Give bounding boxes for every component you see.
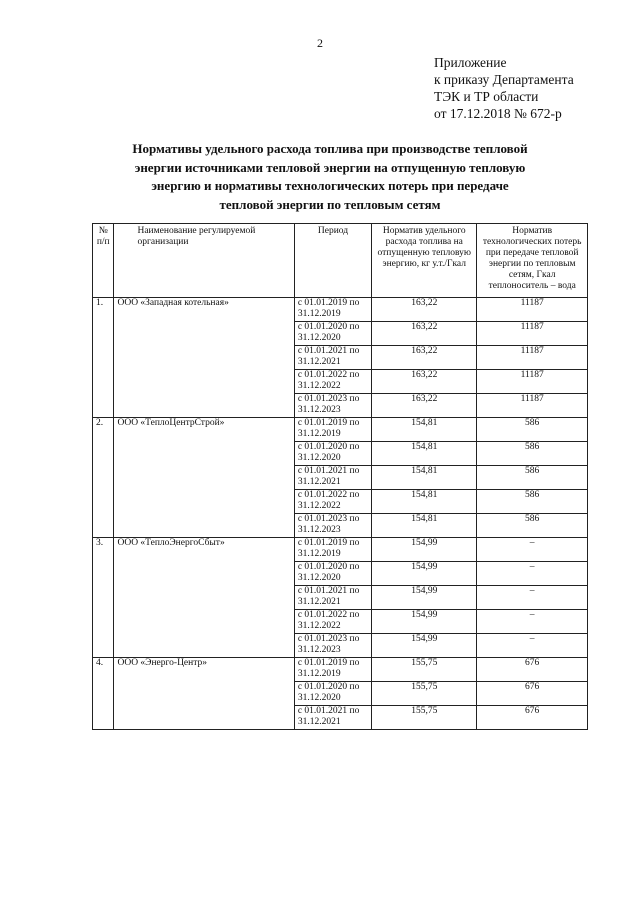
loss-norm-cell: 11187 (477, 394, 588, 418)
loss-norm-cell: – (477, 634, 588, 658)
appendix-block (434, 54, 574, 122)
table-row (93, 658, 588, 682)
header-num: № п/п (93, 224, 114, 298)
loss-norm-cell: – (477, 562, 588, 586)
org-name-cell: ООО «Западная котельная» (114, 298, 294, 418)
fuel-norm-cell: 154,99 (372, 610, 477, 634)
title-line: тепловой энергии по тепловым сетям (219, 196, 441, 212)
norms-table (92, 223, 588, 730)
period-cell: с 01.01.2022 по 31.12.2022 (294, 610, 371, 634)
loss-norm-cell: 11187 (477, 346, 588, 370)
period-cell: с 01.01.2020 по 31.12.2020 (294, 322, 371, 346)
table-row (93, 418, 588, 442)
table-header-row (93, 224, 588, 298)
fuel-norm-cell: 155,75 (372, 658, 477, 682)
org-number-cell: 3. (93, 538, 114, 658)
appendix-line: ТЭК и ТР области (434, 89, 539, 104)
org-number-cell: 1. (93, 298, 114, 418)
org-name-cell: ООО «Энерго-Центр» (114, 658, 294, 730)
org-name-cell: ООО «ТеплоЭнергоСбыт» (114, 538, 294, 658)
fuel-norm-cell: 154,99 (372, 562, 477, 586)
header-fuel: Норматив удельного расхода топлива на отпущенную тепловую энергию, кг у.т./Гкал (372, 224, 477, 298)
period-cell: с 01.01.2020 по 31.12.2020 (294, 682, 371, 706)
fuel-norm-cell: 163,22 (372, 394, 477, 418)
org-number-cell: 2. (93, 418, 114, 538)
period-cell: с 01.01.2021 по 31.12.2021 (294, 706, 371, 730)
loss-norm-cell: – (477, 610, 588, 634)
header-loss: Норматив технологических потерь при передаче тепловой энергии по тепловым сетям, Гкал теплоноситель – вода (477, 224, 588, 298)
title-line: энергии источниками тепловой энергии на отпущенную тепловую (134, 159, 526, 175)
loss-norm-cell: 11187 (477, 298, 588, 322)
table-body (93, 298, 588, 730)
loss-norm-cell: 586 (477, 442, 588, 466)
appendix-line: Приложение (434, 55, 507, 70)
period-cell: с 01.01.2021 по 31.12.2021 (294, 346, 371, 370)
appendix-line: к приказу Департамента (434, 72, 574, 87)
org-name-cell: ООО «ТеплоЦентрСтрой» (114, 418, 294, 538)
loss-norm-cell: 586 (477, 466, 588, 490)
period-cell: с 01.01.2023 по 31.12.2023 (294, 634, 371, 658)
loss-norm-cell: 586 (477, 514, 588, 538)
appendix-line: от 17.12.2018 № 672-р (434, 106, 562, 121)
period-cell: с 01.01.2019 по 31.12.2019 (294, 658, 371, 682)
loss-norm-cell: – (477, 586, 588, 610)
fuel-norm-cell: 155,75 (372, 682, 477, 706)
table-row (93, 298, 588, 322)
period-cell: с 01.01.2020 по 31.12.2020 (294, 442, 371, 466)
fuel-norm-cell: 154,81 (372, 442, 477, 466)
fuel-norm-cell: 154,81 (372, 466, 477, 490)
period-cell: с 01.01.2019 по 31.12.2019 (294, 538, 371, 562)
header-period: Период (294, 224, 371, 298)
fuel-norm-cell: 163,22 (372, 298, 477, 322)
fuel-norm-cell: 155,75 (372, 706, 477, 730)
fuel-norm-cell: 154,99 (372, 586, 477, 610)
fuel-norm-cell: 154,81 (372, 418, 477, 442)
period-cell: с 01.01.2021 по 31.12.2021 (294, 586, 371, 610)
period-cell: с 01.01.2021 по 31.12.2021 (294, 466, 371, 490)
fuel-norm-cell: 154,81 (372, 514, 477, 538)
period-cell: с 01.01.2019 по 31.12.2019 (294, 418, 371, 442)
fuel-norm-cell: 163,22 (372, 370, 477, 394)
period-cell: с 01.01.2020 по 31.12.2020 (294, 562, 371, 586)
fuel-norm-cell: 154,99 (372, 538, 477, 562)
table-row (93, 538, 588, 562)
page-number: 2 (317, 36, 323, 50)
title-line: Нормативы удельного расхода топлива при производстве тепловой (132, 141, 528, 156)
period-cell: с 01.01.2019 по 31.12.2019 (294, 298, 371, 322)
document-title (110, 140, 550, 214)
loss-norm-cell: 676 (477, 658, 588, 682)
loss-norm-cell: 586 (477, 490, 588, 514)
header-org: Наименование регулируемой организации (114, 224, 294, 298)
fuel-norm-cell: 154,99 (372, 634, 477, 658)
loss-norm-cell: – (477, 538, 588, 562)
period-cell: с 01.01.2022 по 31.12.2022 (294, 370, 371, 394)
loss-norm-cell: 11187 (477, 322, 588, 346)
org-number-cell: 4. (93, 658, 114, 730)
loss-norm-cell: 676 (477, 706, 588, 730)
loss-norm-cell: 586 (477, 418, 588, 442)
fuel-norm-cell: 154,81 (372, 490, 477, 514)
fuel-norm-cell: 163,22 (372, 322, 477, 346)
period-cell: с 01.01.2023 по 31.12.2023 (294, 394, 371, 418)
title-line: энергию и нормативы технологических потерь при передаче (151, 178, 509, 193)
loss-norm-cell: 676 (477, 682, 588, 706)
loss-norm-cell: 11187 (477, 370, 588, 394)
period-cell: с 01.01.2022 по 31.12.2022 (294, 490, 371, 514)
period-cell: с 01.01.2023 по 31.12.2023 (294, 514, 371, 538)
fuel-norm-cell: 163,22 (372, 346, 477, 370)
